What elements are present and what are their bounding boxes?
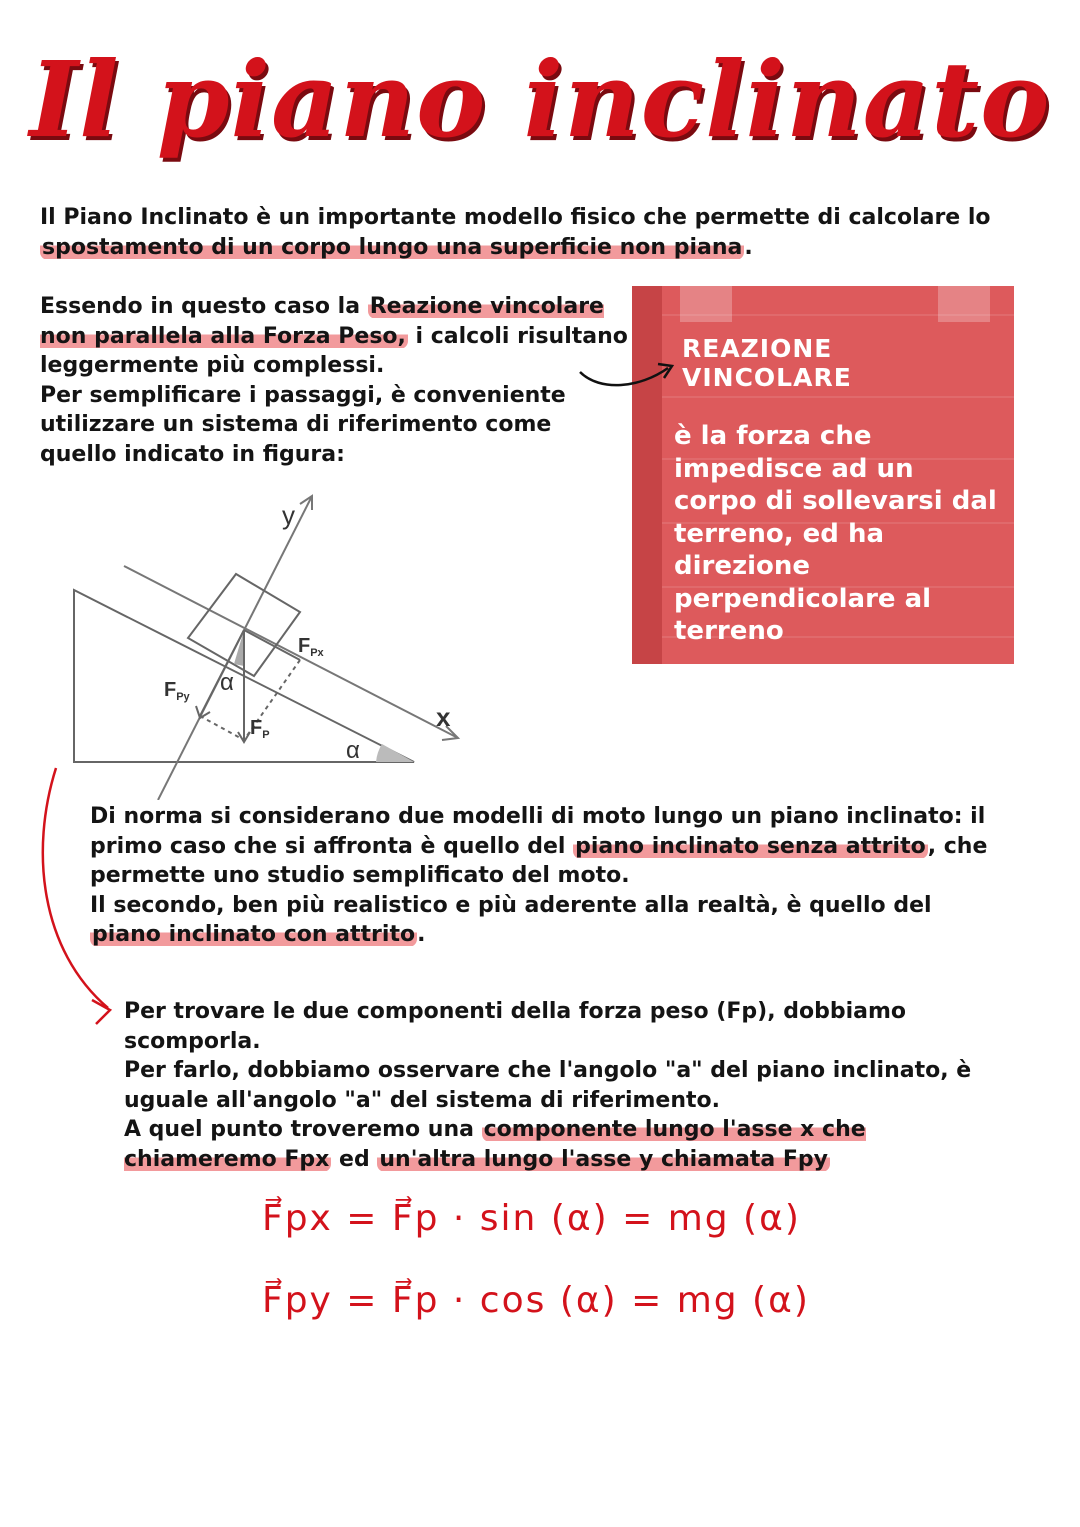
card-stripe xyxy=(632,286,662,664)
formula-fpx: F⃗px = F⃗p · sin (α) = mg (α) xyxy=(262,1198,801,1239)
card-title: REAZIONE VINCOLARE xyxy=(682,334,852,392)
components-highlight-1: componente lungo l'asse x che chiameremo Fpx xyxy=(124,1117,866,1172)
fpx-label-main: F xyxy=(298,635,311,657)
base-alpha-label: α xyxy=(346,737,360,764)
reaction-card xyxy=(632,286,1014,664)
fpy-label-main: F xyxy=(164,679,177,701)
models-text-middle: , che permette uno studio semplificato del moto. xyxy=(90,833,988,888)
components-text-middle: ed xyxy=(331,1146,378,1172)
card-line xyxy=(662,314,1014,316)
x-label: x xyxy=(436,702,451,732)
components-line2: Per farlo, dobbiamo osservare che l'angolo "a" del piano inclinato, è uguale all'angolo "a" del sistema di riferimento. xyxy=(124,1058,972,1113)
card-tab-right xyxy=(938,286,990,322)
alpha-label: α xyxy=(220,669,234,696)
card-tab-left xyxy=(680,286,732,322)
models-text-line2: Il secondo, ben più realistico e più aderente alla realtà, è quello del xyxy=(90,892,932,918)
fpy-label-sub: Py xyxy=(176,691,190,703)
components-text-start: A quel punto troveremo una xyxy=(124,1117,482,1142)
fp-label-main: F xyxy=(250,717,263,739)
intro-text: Il Piano Inclinato è un importante modello fisico che permette di calcolare lo xyxy=(40,205,991,230)
fpx-label-sub: Px xyxy=(310,647,324,659)
components-paragraph xyxy=(124,997,1004,1174)
intro-paragraph xyxy=(40,203,1000,262)
inclined-plane-diagram xyxy=(60,490,480,800)
dashed-guide xyxy=(200,716,244,740)
reaction-paragraph xyxy=(40,292,630,469)
fp-label xyxy=(250,717,270,741)
reaction-text-line2: Per semplificare i passaggi, è conveniente utilizzare un sistema di riferimento come quello indicato in figura: xyxy=(40,382,566,467)
intro-highlight: spostamento di un corpo lungo una superficie non piana xyxy=(42,234,743,260)
card-line xyxy=(662,396,1014,398)
models-paragraph xyxy=(90,802,990,950)
components-highlight-2: un'altra lungo l'asse y chiamata Fpy xyxy=(379,1146,828,1172)
fpy-label xyxy=(164,679,191,703)
fp-label-sub: P xyxy=(262,729,270,741)
fpx-label xyxy=(298,635,325,659)
fpx-vector xyxy=(244,630,300,660)
models-highlight-1: piano inclinato senza attrito xyxy=(575,833,926,859)
reaction-text-start: Essendo in questo caso la xyxy=(40,294,368,319)
x-axis xyxy=(124,566,458,738)
arrow-to-components-head xyxy=(92,1000,110,1024)
page-title: Il piano inclinato xyxy=(29,38,1051,161)
reaction-highlight: Reazione vincolare non parallela alla Forza Peso, xyxy=(40,294,604,349)
components-line1: Per trovare le due componenti della forza peso (Fp), dobbiamo scomporla. xyxy=(124,999,906,1054)
y-label: y xyxy=(282,500,295,530)
reaction-text-end: i calcoli risultano leggermente più complessi. xyxy=(40,323,628,378)
models-highlight-2: piano inclinato con attrito xyxy=(92,922,416,947)
models-text-end: . xyxy=(417,922,426,947)
card-body: è la forza che impedisce ad un corpo di sollevarsi dal terreno, ed ha direzione perpendicolare al terreno xyxy=(674,421,997,646)
formula-fpy: F⃗py = F⃗p · cos (α) = mg (α) xyxy=(262,1280,810,1321)
base-angle-mark xyxy=(376,744,414,762)
models-text-start: Di norma si considerano due modelli di moto lungo un piano inclinato: il primo caso che si affronta è quello del xyxy=(90,804,986,859)
intro-end: . xyxy=(744,234,753,260)
